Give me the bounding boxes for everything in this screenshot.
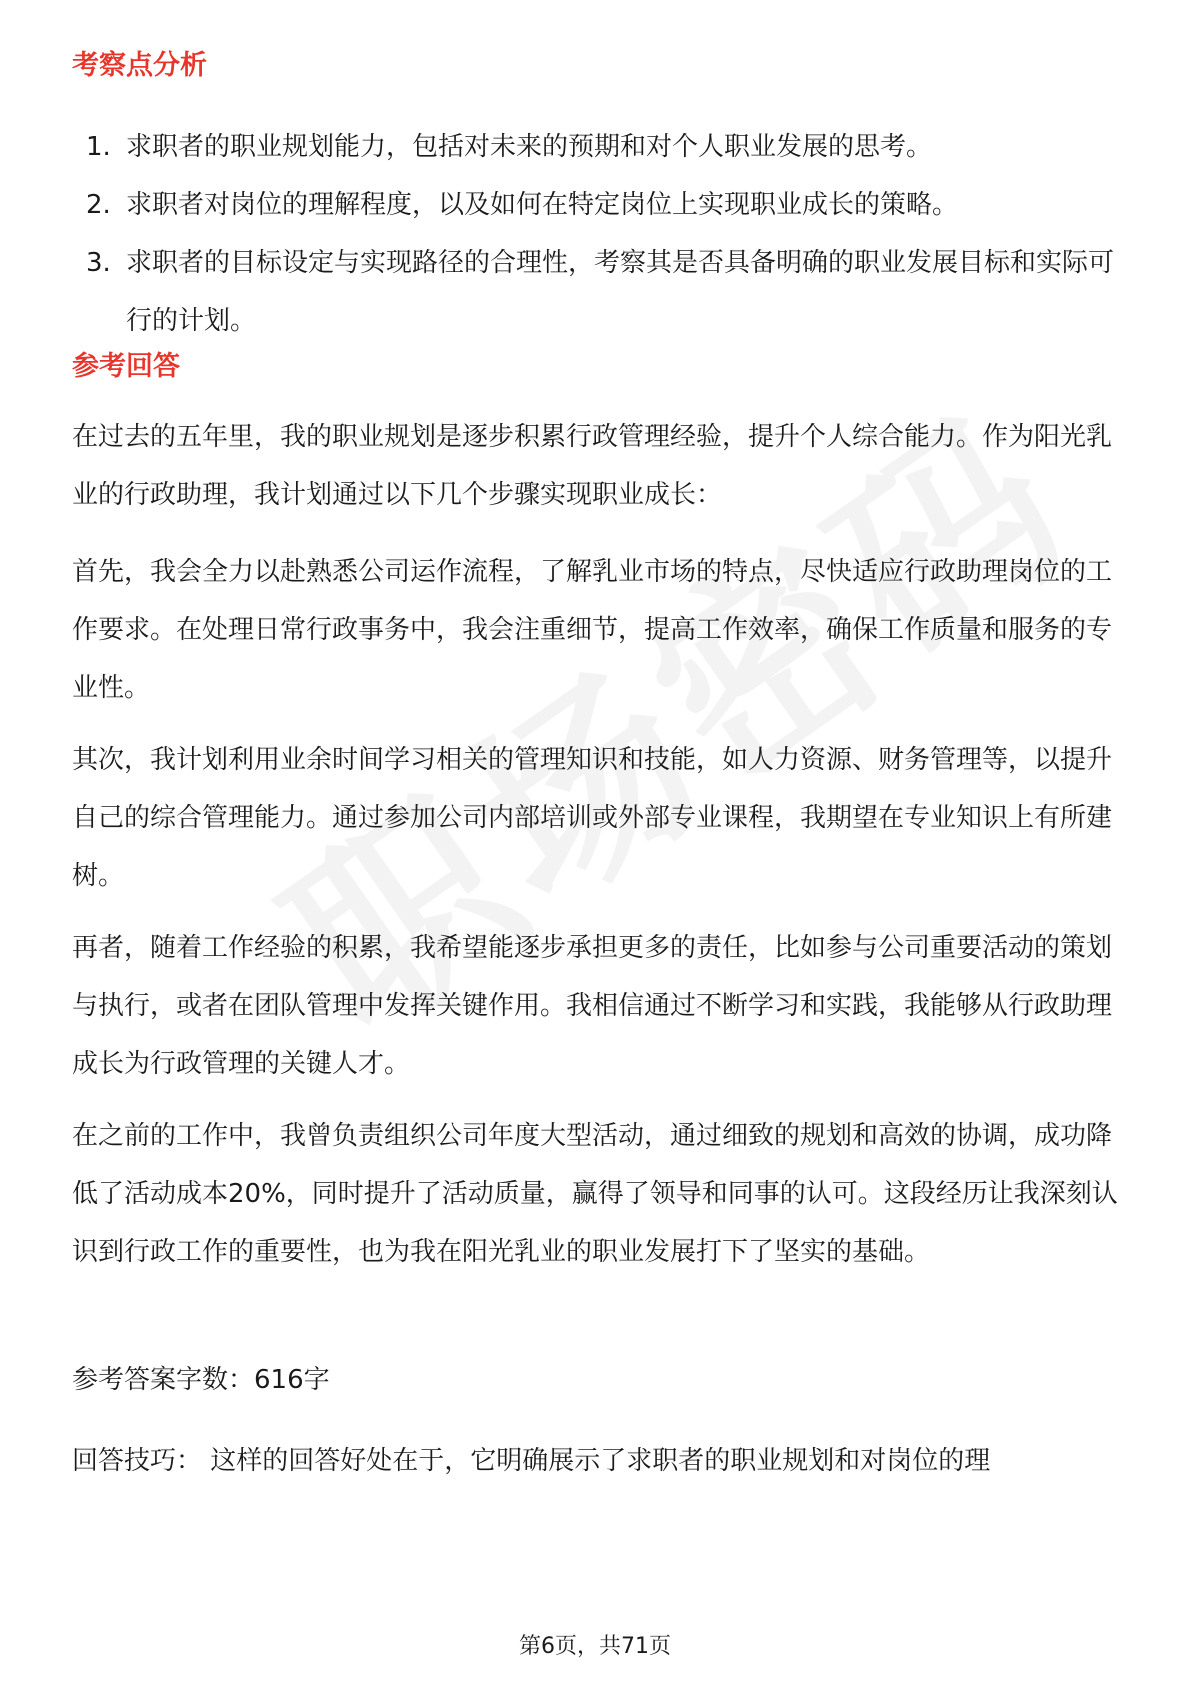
answer-tips: 回答技巧： 这样的回答好处在于，它明确展示了求职者的职业规划和对岗位的理 xyxy=(72,1446,991,1476)
list-text: 求职者的目标设定与实现路径的合理性，考察其是否具备明确的职业发展目标和实际可行的计划。 xyxy=(126,248,1115,336)
list-item xyxy=(72,118,1120,176)
answer-title: 参考回答 xyxy=(72,351,180,382)
list-number: 2. xyxy=(86,190,111,220)
answer-paragraph: 首先，我会全力以赴熟悉公司运作流程，了解乳业市场的特点，尽快适应行政助理岗位的工作要求。在处理日常行政事务中，我会注重细节，提高工作效率，确保工作质量和服务的专业性。 xyxy=(72,557,1113,703)
list-item xyxy=(72,234,1120,350)
list-number: 3. xyxy=(86,248,111,278)
list-text: 求职者对岗位的理解程度，以及如何在特定岗位上实现职业成长的策略。 xyxy=(126,190,959,220)
page-footer: 第6页，共71页 xyxy=(519,1634,671,1659)
answer-paragraph: 在过去的五年里，我的职业规划是逐步积累行政管理经验，提升个人综合能力。作为阳光乳业的行政助理，我计划通过以下几个步骤实现职业成长： xyxy=(72,422,1113,510)
answer-paragraph: 在之前的工作中，我曾负责组织公司年度大型活动，通过细致的规划和高效的协调，成功降低了活动成本20%，同时提升了活动质量，赢得了领导和同事的认可。这段经历让我深刻认识到行政工作的重要性，也为我在阳光乳业的职业发展打下了坚实的基础。 xyxy=(72,1121,1118,1267)
analysis-title: 考察点分析 xyxy=(72,50,207,81)
list-text: 求职者的职业规划能力，包括对未来的预期和对个人职业发展的思考。 xyxy=(126,132,933,162)
analysis-list xyxy=(72,118,1120,350)
list-number: 1. xyxy=(86,132,111,162)
word-count: 参考答案字数：616字 xyxy=(72,1365,330,1395)
answer-paragraph: 其次，我计划利用业余时间学习相关的管理知识和技能，如人力资源、财务管理等，以提升自己的综合管理能力。通过参加公司内部培训或外部专业课程，我期望在专业知识上有所建树。 xyxy=(72,745,1113,891)
answer-paragraph: 再者，随着工作经验的积累，我希望能逐步承担更多的责任，比如参与公司重要活动的策划与执行，或者在团队管理中发挥关键作用。我相信通过不断学习和实践，我能够从行政助理成长为行政管理的关键人才。 xyxy=(72,933,1113,1079)
list-item xyxy=(72,176,1120,234)
